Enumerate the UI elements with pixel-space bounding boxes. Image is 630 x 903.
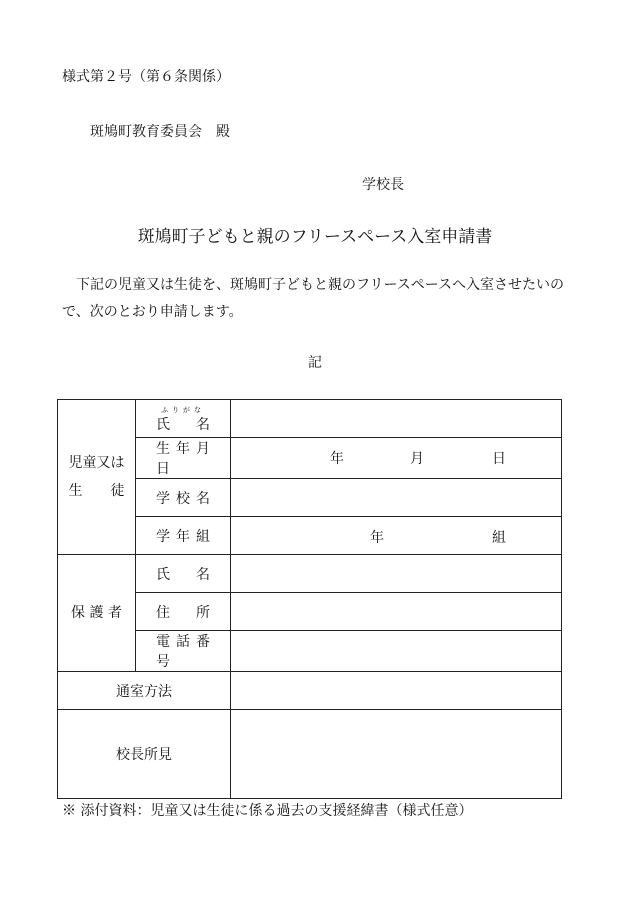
ki-heading: 記	[308, 355, 322, 371]
birth-year-unit: 年	[330, 451, 344, 467]
commute-method-field[interactable]	[231, 672, 562, 710]
guardian-group-label: 保 護 者	[58, 555, 136, 672]
address-label-cell	[136, 593, 231, 631]
guardian-name-label-cell	[136, 555, 231, 593]
row-commute-method	[58, 672, 562, 710]
row-principal-opinion	[58, 710, 562, 799]
school-name-label: 学校名	[156, 490, 210, 507]
school-name-field[interactable]	[231, 479, 562, 517]
body-text: 下記の児童又は生徒を、斑鳩町子どもと親のフリースペースへ入室させたいので、次のとおり申請します。	[62, 277, 565, 320]
school-name-label-cell	[136, 479, 231, 517]
attachment-note: ※ 添付資料：児童又は生徒に係る過去の支援経緯書（様式任意）	[62, 803, 473, 819]
address-label: 住所	[156, 604, 210, 621]
principal-opinion-field[interactable]	[231, 710, 562, 799]
grade-class-label-cell	[136, 517, 231, 555]
birth-date-field[interactable]	[231, 438, 562, 479]
sender-principal: 学校長	[362, 177, 404, 193]
document-title: 斑鳩町子どもと親のフリースペース入室申請書	[137, 227, 493, 247]
row-child-name	[58, 400, 562, 438]
grade-class-unit: 組	[492, 530, 506, 546]
phone-label-cell	[136, 631, 231, 672]
child-group-label	[58, 400, 136, 555]
form-number: 様式第２号（第６条関係）	[62, 69, 230, 85]
principal-opinion-label: 校長所見	[58, 710, 231, 799]
guardian-name-field[interactable]	[231, 555, 562, 593]
birth-day-unit: 日	[492, 451, 506, 467]
commute-method-label: 通室方法	[58, 672, 231, 710]
application-form-table	[57, 399, 562, 799]
grade-class-label: 学年組	[156, 528, 210, 545]
child-name-label: 氏名	[156, 416, 210, 433]
guardian-name-label: 氏名	[156, 566, 210, 583]
grade-class-field[interactable]	[231, 517, 562, 555]
child-group-text: 児童又は 生 徒	[68, 455, 125, 499]
name-ruby: ふりがな	[161, 406, 205, 414]
address-field[interactable]	[231, 593, 562, 631]
addressee: 斑鳩町教育委員会 殿	[90, 124, 230, 140]
row-guardian-name	[58, 555, 562, 593]
child-name-field[interactable]	[231, 400, 562, 438]
birth-date-label-cell	[136, 438, 231, 479]
phone-label: 電話番号	[156, 634, 210, 670]
child-name-label-cell	[136, 400, 231, 438]
phone-field[interactable]	[231, 631, 562, 672]
birth-date-label: 生年月日	[156, 441, 210, 477]
birth-month-unit: 月	[410, 451, 424, 467]
grade-year-unit: 年	[370, 530, 384, 546]
